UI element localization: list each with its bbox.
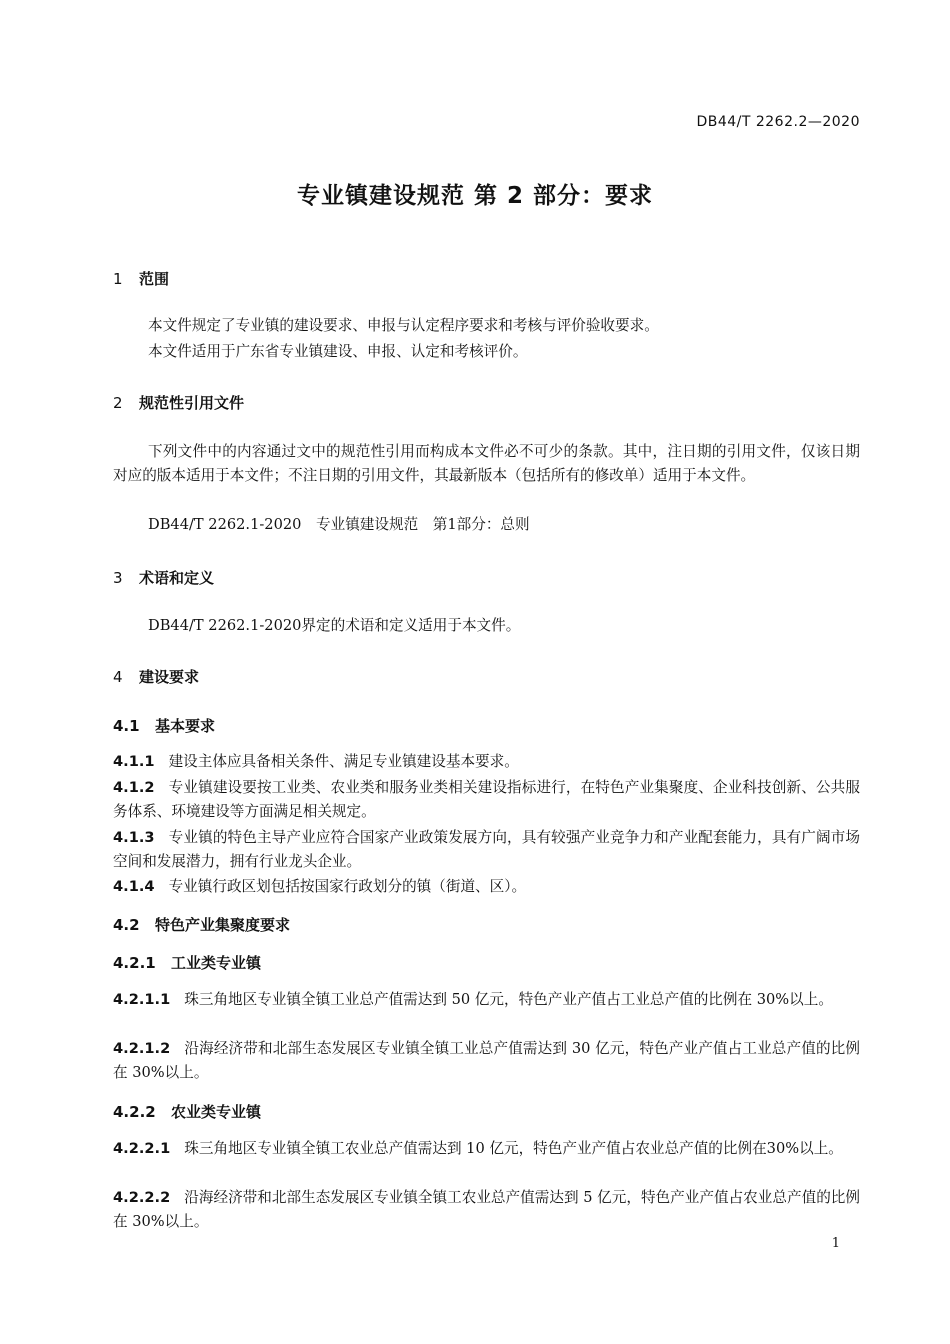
clause-text: 珠三角地区专业镇全镇工农业总产值需达到 10 亿元，特色产业产值占农业总产值的比例在30%以上。 (184, 1140, 843, 1157)
section-title: 建设要求 (139, 668, 200, 686)
subsection-number: 4.2.1 (113, 954, 156, 972)
subsection-title: 农业类专业镇 (171, 1103, 262, 1121)
clause-number: 4.2.2.1 (113, 1140, 171, 1157)
subsection-heading-4-2-1 (113, 952, 261, 973)
subsection-number: 4.2.2 (113, 1103, 156, 1121)
section-heading-2 (113, 392, 244, 413)
section-number: 1 (113, 270, 123, 288)
section-number: 3 (113, 569, 123, 587)
normative-reference: DB44/T 2262.1-2020 专业镇建设规范 第1部分：总则 (148, 516, 530, 533)
clause-number: 4.2.1.1 (113, 991, 171, 1008)
clause-text: 专业镇建设要按工业类、农业类和服务业类相关建设指标进行，在特色产业集聚度、企业科技创新、公共服务体系、环境建设等方面满足相关规定。 (113, 779, 860, 820)
clause-4-1-3 (113, 826, 860, 874)
subsection-number: 4.1 (113, 717, 140, 735)
document-title: 专业镇建设规范 第 2 部分：要求 (296, 183, 654, 209)
clause-number: 4.2.2.2 (113, 1189, 171, 1206)
clause-number: 4.1.4 (113, 878, 155, 895)
clause-text: 专业镇行政区划包括按国家行政划分的镇（街道、区）。 (168, 878, 527, 895)
subsection-title: 工业类专业镇 (171, 954, 262, 972)
clause-number: 4.1.2 (113, 779, 155, 796)
paragraph: 本文件规定了专业镇的建设要求、申报与认定程序要求和考核与评价验收要求。 (148, 317, 659, 334)
clause-text: 建设主体应具备相关条件、满足专业镇建设基本要求。 (168, 753, 519, 770)
clause-text: 沿海经济带和北部生态发展区专业镇全镇工农业总产值需达到 5 亿元，特色产业产值占农业总产值的比例在 30%以上。 (113, 1189, 860, 1230)
section-heading-3 (113, 567, 214, 588)
section-number: 4 (113, 668, 123, 686)
paragraph: DB44/T 2262.1-2020界定的术语和定义适用于本文件。 (148, 617, 521, 634)
section-title: 规范性引用文件 (139, 394, 245, 412)
section-title: 范围 (139, 270, 170, 288)
page-number: 1 (831, 1236, 840, 1251)
subsection-heading-4-2-2 (113, 1101, 261, 1122)
clause-number: 4.1.1 (113, 753, 155, 770)
clause-4-2-2-1 (113, 1137, 860, 1161)
clause-text: 沿海经济带和北部生态发展区专业镇全镇工业总产值需达到 30 亿元，特色产业产值占工业总产值的比例在 30%以上。 (113, 1040, 860, 1081)
clause-text: 专业镇的特色主导产业应符合国家产业政策发展方向，具有较强产业竞争力和产业配套能力，具有广阔市场空间和发展潜力，拥有行业龙头企业。 (113, 829, 860, 870)
subsection-title: 基本要求 (155, 717, 216, 735)
clause-4-2-1-2 (113, 1037, 860, 1085)
section-heading-4 (113, 666, 199, 687)
subsection-number: 4.2 (113, 916, 140, 934)
clause-text: 珠三角地区专业镇全镇工业总产值需达到 50 亿元，特色产业产值占工业总产值的比例在 30%以上。 (184, 991, 833, 1008)
section-title: 术语和定义 (139, 569, 215, 587)
subsection-title: 特色产业集聚度要求 (155, 916, 291, 934)
subsection-heading-4-1 (113, 715, 215, 736)
clause-4-1-1 (113, 750, 860, 774)
section-number: 2 (113, 394, 123, 412)
subsection-heading-4-2 (113, 914, 290, 935)
clause-number: 4.1.3 (113, 829, 155, 846)
clause-number: 4.2.1.2 (113, 1040, 171, 1057)
paragraph: 下列文件中的内容通过文中的规范性引用而构成本文件必不可少的条款。其中，注日期的引用文件，仅该日期对应的版本适用于本文件；不注日期的引用文件，其最新版本（包括所有的修改单）适用于本文件。 (113, 443, 860, 484)
clause-4-1-2 (113, 776, 860, 824)
clause-4-2-2-2 (113, 1186, 860, 1234)
section-heading-1 (113, 268, 169, 289)
standard-number: DB44/T 2262.2—2020 (696, 114, 860, 130)
paragraph: 本文件适用于广东省专业镇建设、申报、认定和考核评价。 (148, 343, 528, 360)
clause-4-2-1-1 (113, 988, 860, 1012)
clause-4-1-4 (113, 875, 860, 899)
